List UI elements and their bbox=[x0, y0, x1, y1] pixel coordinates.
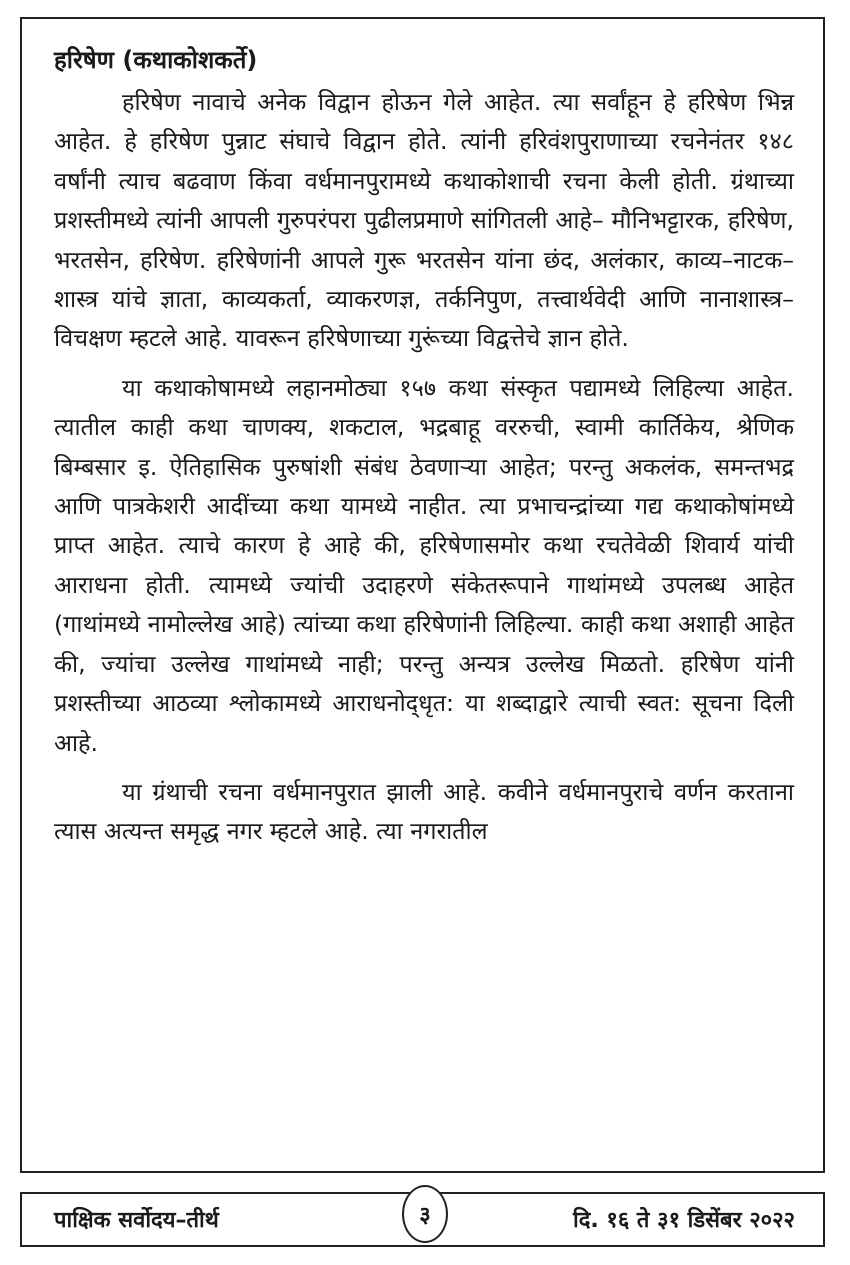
article-body bbox=[54, 43, 794, 862]
article-heading: हरिषेण (कथाकोशकर्ते) bbox=[54, 46, 258, 74]
page-number: ३ bbox=[402, 1185, 448, 1243]
article-frame bbox=[20, 17, 825, 1173]
publication-name: पाक्षिक सर्वोदय–तीर्थ bbox=[54, 1208, 219, 1233]
paragraph-2: या कथाकोषामध्ये लहानमोठ्या १५७ कथा संस्कृत पद्यामध्ये लिहिल्या आहेत. त्यातील काही कथा चाणक्य, शकटाल, भद्रबाहू वररुची, स्वामी कार्तिकेय, श्रेणिक बिम्बसार इ. ऐतिहासिक पुरुषांशी संबंध ठेवणाऱ्या आहेत; परन्तु अकलंक, समन्तभद्र आणि पात्रकेशरी आदींच्या कथा यामध्ये नाहीत. त्या प्रभाचन्द्रांच्या गद्य कथाकोषांमध्ये प्राप्त आहेत. त्याचे कारण हे आहे की, हरिषेणासमोर कथा रचतेवेळी शिवार्य यांची आराधना होती. त्यामध्ये ज्यांची उदाहरणे संकेतरूपाने गाथांमध्ये उपलब्ध आहेत (गाथांमध्ये नामोल्लेख आहे) त्यांच्या कथा हरिषेणांनी लिहिल्या. काही कथा अशाही आहेत की, ज्यांचा उल्लेख गाथांमध्ये नाही; परन्तु अन्यत्र उल्लेख मिळतो. हरिषेण यांनी प्रशस्तीच्या आठव्या श्लोकामध्ये आराधनोद्‌धृत: या शब्दाद्वारे त्याची स्वत: सूचना दिली आहे. bbox=[54, 373, 794, 757]
paragraph-1: हरिषेण नावाचे अनेक विद्वान होऊन गेले आहेत. त्या सर्वांहून हे हरिषेण भिन्न आहेत. हे हरिषेण पुन्नाट संघाचे विद्वान होते. त्यांनी हरिवंशपुराणाच्या रचनेनंतर १४८ वर्षांनी त्याच बढवाण किंवा वर्धमानपुरामध्ये कथाकोशाची रचना केली होती. ग्रंथाच्या प्रशस्तीमध्ये त्यांनी आपली गुरुपरंपरा पुढीलप्रमाणे सांगितली आहे– मौनिभट्टारक, हरिषेण, भरतसेन, हरिषेण. हरिषेणांनी आपले गुरू भरतसेन यांना छंद, अलंकार, काव्य–नाटक–शास्त्र यांचे ज्ञाता, काव्यकर्ता, व्याकरणज्ञ, तर्कनिपुण, तत्त्वार्थवेदी आणि नानाशास्त्र–विचक्षण म्हटले आहे. यावरून हरिषेणाच्या गुरूंच्या विद्वत्तेचे ज्ञान होते. bbox=[54, 88, 794, 353]
paragraph-3: या ग्रंथाची रचना वर्धमानपुरात झाली आहे. कवीने वर्धमानपुराचे वर्णन करताना त्यास अत्यन्त समृद्ध नगर म्हटले आहे. त्या नगरातील bbox=[54, 777, 794, 846]
page-footer bbox=[20, 1192, 825, 1247]
issue-date: दि. १६ ते ३१ डिसेंबर २०२२ bbox=[573, 1208, 795, 1233]
